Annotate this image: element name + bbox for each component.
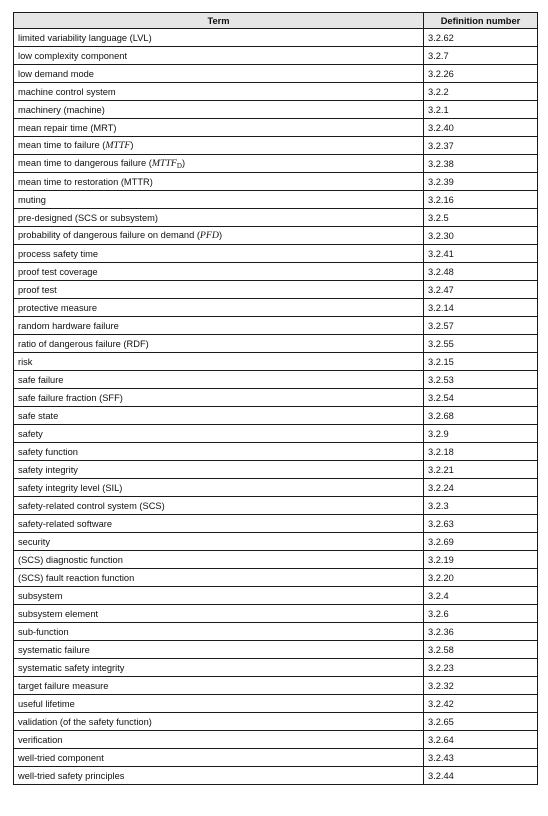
term-text: systematic failure — [18, 644, 90, 655]
definition-number-cell: 3.2.41 — [424, 245, 538, 263]
table-body — [14, 29, 538, 785]
term-text: pre-designed (SCS or subsystem) — [18, 212, 159, 223]
definition-number-cell: 3.2.62 — [424, 29, 538, 47]
term-text: mean time to failure ( — [18, 140, 106, 150]
term-text: proof test — [18, 284, 57, 295]
table-row — [14, 479, 538, 497]
definition-number-cell: 3.2.24 — [424, 479, 538, 497]
term-text: (SCS) fault reaction function — [18, 572, 135, 583]
table-row — [14, 263, 538, 281]
definition-number-cell: 3.2.37 — [424, 137, 538, 155]
table-row — [14, 515, 538, 533]
table-row — [14, 389, 538, 407]
table-row — [14, 29, 538, 47]
definition-number-cell: 3.2.7 — [424, 47, 538, 65]
term-cell — [14, 227, 424, 245]
definition-number-cell: 3.2.55 — [424, 335, 538, 353]
term-text: security — [18, 536, 51, 547]
term-cell — [14, 749, 424, 767]
table-row — [14, 587, 538, 605]
term-cell — [14, 677, 424, 695]
table-row — [14, 371, 538, 389]
term-text: well-tried safety principles — [18, 770, 125, 781]
definition-number-cell: 3.2.19 — [424, 551, 538, 569]
term-cell — [14, 515, 424, 533]
definition-number-cell: 3.2.43 — [424, 749, 538, 767]
table-row — [14, 209, 538, 227]
term-cell — [14, 443, 424, 461]
definition-number-cell: 3.2.53 — [424, 371, 538, 389]
definition-number-cell: 3.2.57 — [424, 317, 538, 335]
definition-number-cell: 3.2.30 — [424, 227, 538, 245]
term-cell — [14, 389, 424, 407]
term-text: useful lifetime — [18, 698, 75, 709]
definition-number-cell: 3.2.48 — [424, 263, 538, 281]
definition-number-cell: 3.2.42 — [424, 695, 538, 713]
definition-number-cell: 3.2.47 — [424, 281, 538, 299]
term-suffix: ) — [181, 157, 186, 168]
term-text: safety function — [18, 446, 78, 457]
term-cell — [14, 209, 424, 227]
table-row — [14, 353, 538, 371]
table-row — [14, 641, 538, 659]
term-cell — [14, 263, 424, 281]
table-row — [14, 731, 538, 749]
definition-number-cell: 3.2.63 — [424, 515, 538, 533]
term-cell — [14, 713, 424, 731]
term-text: (SCS) diagnostic function — [18, 554, 123, 565]
term-text: safety integrity level (SIL) — [18, 482, 123, 493]
definition-number-cell: 3.2.6 — [424, 605, 538, 623]
term-symbol — [152, 158, 182, 169]
term-cell — [14, 731, 424, 749]
definition-number-cell: 3.2.36 — [424, 623, 538, 641]
header-term: Term — [14, 13, 424, 29]
term-cell — [14, 83, 424, 101]
term-cell — [14, 425, 424, 443]
term-text: mean time to restoration (MTTR) — [18, 176, 153, 187]
table-row — [14, 119, 538, 137]
term-cell — [14, 461, 424, 479]
term-text: well-tried component — [18, 752, 104, 763]
term-text: process safety time — [18, 248, 99, 259]
term-cell — [14, 65, 424, 83]
term-cell — [14, 407, 424, 425]
header-definition-number: Definition number — [424, 13, 538, 29]
definition-number-cell: 3.2.16 — [424, 191, 538, 209]
term-text: target failure measure — [18, 680, 109, 691]
definition-number-cell: 3.2.38 — [424, 155, 538, 173]
term-cell — [14, 641, 424, 659]
definition-number-cell: 3.2.58 — [424, 641, 538, 659]
term-symbol-text: MTTF — [151, 157, 177, 169]
table-row — [14, 245, 538, 263]
term-symbol-text: PFD — [199, 230, 219, 241]
term-cell — [14, 245, 424, 263]
header-row — [14, 13, 538, 29]
term-text: safe failure — [18, 374, 64, 385]
definition-number-cell: 3.2.1 — [424, 101, 538, 119]
definition-number-cell: 3.2.18 — [424, 443, 538, 461]
term-text: sub-function — [18, 626, 69, 637]
table-row — [14, 767, 538, 785]
table-row — [14, 101, 538, 119]
definition-number-cell: 3.2.26 — [424, 65, 538, 83]
table-row — [14, 497, 538, 515]
term-suffix: ) — [130, 140, 134, 150]
term-cell — [14, 587, 424, 605]
table-row — [14, 83, 538, 101]
table-row — [14, 569, 538, 587]
term-cell — [14, 191, 424, 209]
table-row — [14, 551, 538, 569]
definition-number-cell: 3.2.2 — [424, 83, 538, 101]
term-text: machine control system — [18, 86, 116, 97]
term-text: protective measure — [18, 302, 98, 313]
definition-number-cell: 3.2.23 — [424, 659, 538, 677]
table-row — [14, 65, 538, 83]
term-cell — [14, 551, 424, 569]
term-symbol — [105, 140, 130, 151]
term-text: low demand mode — [18, 68, 94, 79]
term-text: validation (of the safety function) — [18, 716, 152, 727]
table-row — [14, 137, 538, 155]
term-text: low complexity component — [18, 50, 128, 61]
term-text: verification — [18, 734, 63, 745]
term-text: limited variability language (LVL) — [18, 32, 152, 43]
term-cell — [14, 101, 424, 119]
term-cell — [14, 299, 424, 317]
table-row — [14, 443, 538, 461]
term-text: mean repair time (MRT) — [18, 122, 117, 133]
table-row — [14, 749, 538, 767]
term-cell — [14, 695, 424, 713]
term-cell — [14, 659, 424, 677]
definition-number-cell: 3.2.14 — [424, 299, 538, 317]
definition-number-cell: 3.2.21 — [424, 461, 538, 479]
definition-number-cell: 3.2.5 — [424, 209, 538, 227]
definition-number-cell: 3.2.64 — [424, 731, 538, 749]
term-text: subsystem — [18, 590, 63, 601]
definition-number-cell: 3.2.39 — [424, 173, 538, 191]
term-text: subsystem element — [18, 608, 99, 619]
term-cell — [14, 533, 424, 551]
term-text: machinery (machine) — [18, 104, 105, 115]
definition-number-cell: 3.2.65 — [424, 713, 538, 731]
term-text: risk — [18, 356, 33, 367]
term-text: systematic safety integrity — [18, 662, 125, 673]
term-cell — [14, 353, 424, 371]
table-row — [14, 533, 538, 551]
term-cell — [14, 569, 424, 587]
term-cell — [14, 623, 424, 641]
term-cell — [14, 155, 424, 173]
terms-table — [13, 12, 538, 785]
term-text: safety integrity — [18, 464, 78, 475]
term-cell — [14, 497, 424, 515]
definition-number-cell: 3.2.15 — [424, 353, 538, 371]
term-cell — [14, 47, 424, 65]
table-row — [14, 677, 538, 695]
term-text: safety-related control system (SCS) — [18, 500, 165, 511]
table-row — [14, 713, 538, 731]
definition-number-cell: 3.2.69 — [424, 533, 538, 551]
definition-number-cell: 3.2.4 — [424, 587, 538, 605]
term-cell — [14, 281, 424, 299]
table-row — [14, 623, 538, 641]
term-text: proof test coverage — [18, 266, 98, 277]
term-symbol-text: MTTF — [105, 140, 131, 151]
table-row — [14, 317, 538, 335]
term-symbol-subscript: D — [176, 161, 182, 170]
term-text: safe failure fraction (SFF) — [18, 392, 123, 403]
table-row — [14, 407, 538, 425]
term-cell — [14, 29, 424, 47]
definition-number-cell: 3.2.20 — [424, 569, 538, 587]
table-row — [14, 605, 538, 623]
definition-number-cell: 3.2.40 — [424, 119, 538, 137]
definition-number-cell: 3.2.44 — [424, 767, 538, 785]
term-suffix: ) — [218, 230, 223, 240]
definition-number-cell: 3.2.68 — [424, 407, 538, 425]
term-cell — [14, 137, 424, 155]
table-row — [14, 173, 538, 191]
definition-number-cell: 3.2.3 — [424, 497, 538, 515]
table-row — [14, 659, 538, 677]
term-text: probability of dangerous failure on demand ( — [18, 230, 200, 240]
term-cell — [14, 335, 424, 353]
term-symbol — [200, 230, 219, 241]
table-row — [14, 281, 538, 299]
table-row — [14, 425, 538, 443]
table-row — [14, 461, 538, 479]
definition-number-cell: 3.2.32 — [424, 677, 538, 695]
term-text: ratio of dangerous failure (RDF) — [18, 338, 149, 349]
term-cell — [14, 371, 424, 389]
definition-number-cell: 3.2.54 — [424, 389, 538, 407]
term-text: muting — [18, 194, 46, 205]
term-text: safety — [18, 428, 43, 439]
table-row — [14, 47, 538, 65]
term-cell — [14, 119, 424, 137]
table-row — [14, 155, 538, 173]
term-cell — [14, 767, 424, 785]
term-cell — [14, 605, 424, 623]
table-row — [14, 299, 538, 317]
term-text: safe state — [18, 410, 59, 421]
term-cell — [14, 173, 424, 191]
term-text: mean time to dangerous failure ( — [18, 157, 152, 168]
table-row — [14, 191, 538, 209]
term-cell — [14, 479, 424, 497]
term-cell — [14, 317, 424, 335]
table-row — [14, 335, 538, 353]
term-text: random hardware failure — [18, 320, 119, 331]
definition-number-cell: 3.2.9 — [424, 425, 538, 443]
table-row — [14, 227, 538, 245]
table-row — [14, 695, 538, 713]
term-text: safety-related software — [18, 518, 113, 529]
